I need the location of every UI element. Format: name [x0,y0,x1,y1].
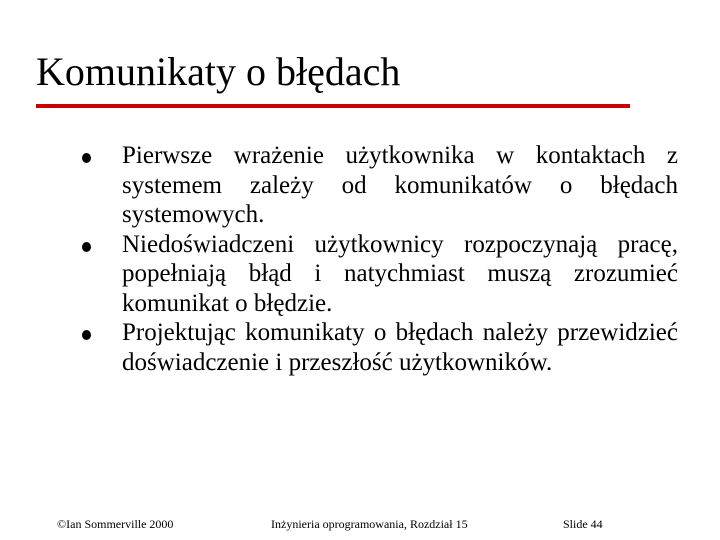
bullet-text: Pierwsze wrażenie użytkownika w kontaktach z systemem zależy od komunikatów o błędach systemowych. [122,142,678,228]
bullet-text: Niedoświadczeni użytkownicy rozpoczynają pracę, popełniają błąd i natychmiast muszą zrozumieć komunikat o błędzie. [122,230,678,317]
bullet-dot-icon [82,153,91,163]
list-item [0,141,720,230]
bullet-text: Projektując komunikaty o błędach należy przewidzieć doświadczenie i przeszłość użytkowników. [122,319,678,376]
footer-course: Inżynieria oprogramowania, Rozdział 15 [271,517,468,531]
bullet-list [0,141,720,377]
slide-title: Komunikaty o błędach [36,49,401,94]
bullet-dot-icon [82,330,91,340]
title-underline [36,104,630,108]
footer-slide-number: Slide 44 [563,517,603,531]
bullet-dot-icon [82,242,91,252]
list-item [0,318,720,377]
footer-copyright: ©Ian Sommerville 2000 [57,517,174,531]
list-item [0,230,720,319]
